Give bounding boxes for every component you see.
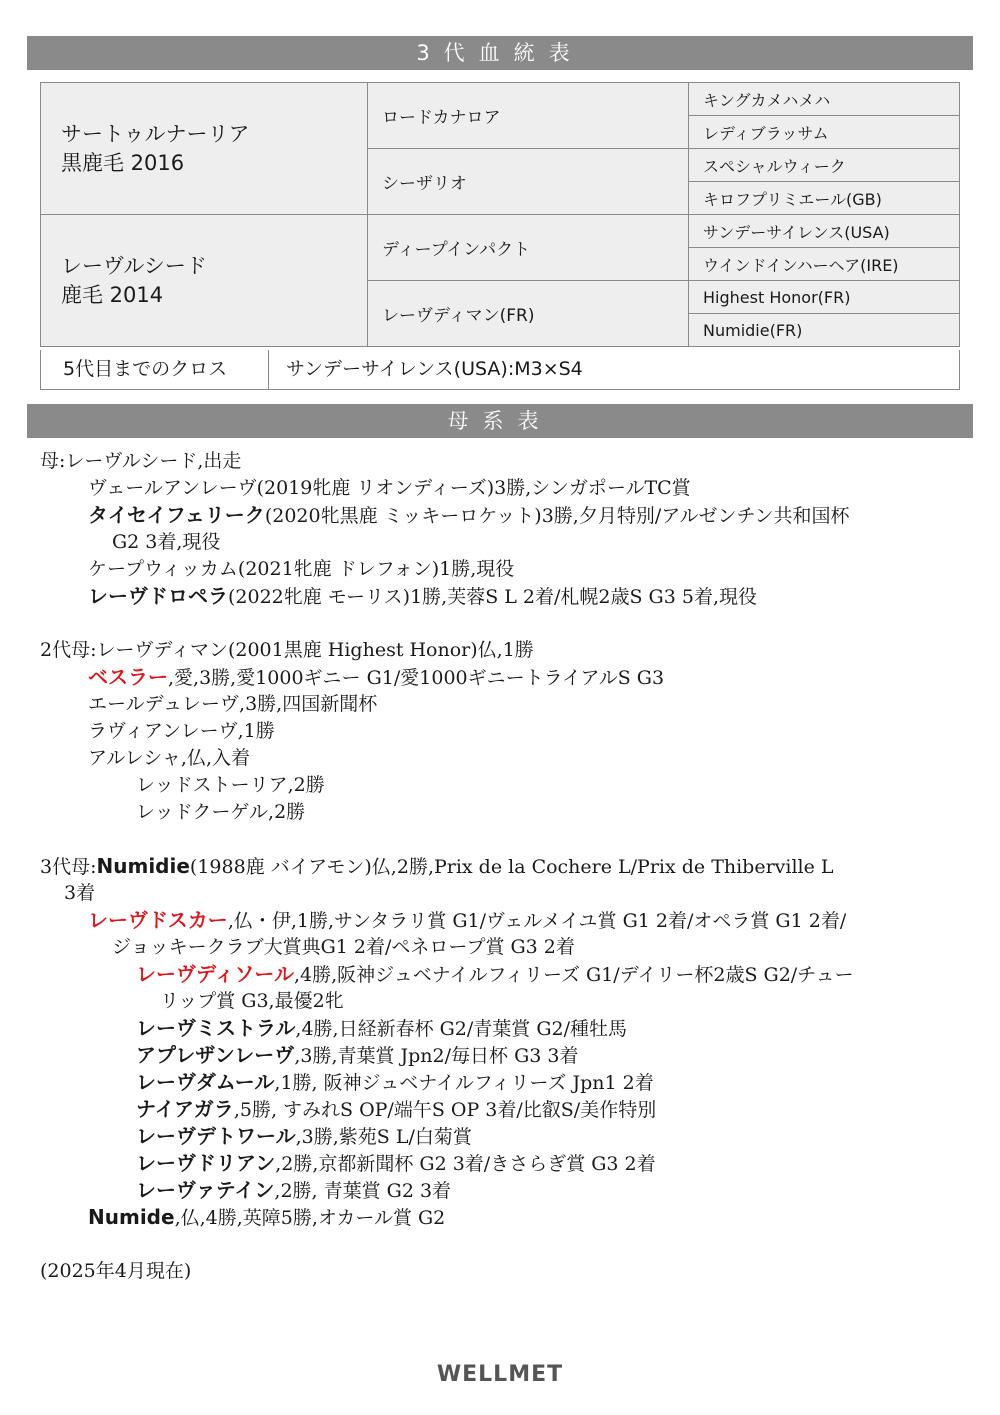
third-dam-line-cont: 3着 bbox=[64, 882, 96, 904]
offspring-line: ラヴィアンレーヴ,1勝 bbox=[88, 720, 275, 742]
horse-record: ,3勝,青葉賞 Jpn2/毎日杯 G3 3着 bbox=[294, 1045, 579, 1067]
sire-detail: 黒鹿毛 2016 bbox=[61, 150, 185, 175]
horse-name: レーヴドリアン bbox=[136, 1151, 276, 1175]
grand-offspring-line bbox=[136, 1015, 627, 1042]
grand-offspring-line bbox=[136, 1042, 578, 1069]
horse-name: レーヴァテイン bbox=[136, 1178, 275, 1202]
horse-record: ,4勝,日経新春杯 G2/青葉賞 G2/種牡馬 bbox=[295, 1018, 627, 1040]
horse-name: ベスラー bbox=[88, 665, 168, 689]
dam-dam: レーヴディマン(FR) bbox=[368, 281, 689, 347]
horse-name: レーヴドスカー bbox=[88, 908, 228, 932]
offspring-line bbox=[88, 1204, 445, 1231]
wellmet-logo: WELLMET bbox=[436, 1362, 564, 1387]
grand-offspring-line bbox=[136, 961, 854, 988]
dam-line: 母:レーヴルシード,出走 bbox=[40, 450, 242, 472]
sire-name: サートゥルナーリア bbox=[61, 121, 250, 146]
female-family-header: 母系表 bbox=[27, 404, 973, 438]
horse-name: レーヴダムール bbox=[136, 1070, 275, 1094]
grand-offspring-line: レッドストーリア,2勝 bbox=[136, 774, 325, 796]
sire-sire-dam: レディブラッサム bbox=[689, 116, 960, 149]
horse-record: ,1勝, 阪神ジュベナイルフィリーズ Jpn1 2着 bbox=[274, 1072, 654, 1094]
offspring-line bbox=[88, 907, 846, 934]
horse-name: タイセイフェリーク bbox=[88, 503, 265, 527]
offspring-line bbox=[88, 664, 664, 691]
horse-record: ,2勝, 青葉賞 G2 3着 bbox=[274, 1180, 452, 1202]
horse-name: レーヴデトワール bbox=[136, 1124, 296, 1148]
horse-record: ,5勝, すみれS OP/端午S OP 3着/比叡S/美作特別 bbox=[233, 1099, 657, 1121]
offspring-line: アルレシャ,仏,入着 bbox=[88, 747, 250, 769]
dam-sire: ディープインパクト bbox=[368, 215, 689, 281]
sire-dam-sire: スペシャルウィーク bbox=[689, 149, 960, 182]
cross-label: 5代目までのクロス bbox=[41, 350, 269, 389]
horse-name: レーヴドロペラ bbox=[88, 584, 228, 608]
dam-detail: 鹿毛 2014 bbox=[61, 282, 164, 307]
horse-record: ,4勝,阪神ジュベナイルフィリーズ G1/デイリー杯2歳S G2/チュー bbox=[294, 964, 854, 986]
offspring-line: ケープウィッカム(2021牝鹿 ドレフォン)1勝,現役 bbox=[88, 558, 515, 580]
horse-name: ナイアガラ bbox=[136, 1097, 234, 1121]
grand-offspring-line bbox=[136, 1150, 656, 1177]
dam-sire-dam: ウインドインハーヘア(IRE) bbox=[689, 248, 960, 281]
offspring-line-cont: G2 3着,現役 bbox=[112, 531, 221, 553]
grand-offspring-line bbox=[136, 1096, 656, 1123]
sire-sire-sire: キングカメハメハ bbox=[689, 83, 960, 116]
horse-record: (1988鹿 バイアモン)仏,2勝,Prix de la Cochere L/Prix de Thiberville L bbox=[189, 856, 834, 878]
offspring-line bbox=[88, 583, 757, 610]
grand-offspring-line-cont: リップ賞 G3,最優2牝 bbox=[160, 990, 344, 1012]
grand-offspring-line bbox=[136, 1177, 451, 1204]
second-dam-line: 2代母:レーヴディマン(2001黒鹿 Highest Honor)仏,1勝 bbox=[40, 639, 534, 661]
pedigree-table bbox=[40, 82, 960, 347]
dam-name: レーヴルシード bbox=[61, 253, 207, 278]
sire-cell bbox=[41, 83, 368, 215]
horse-record: ,3勝,紫苑S L/白菊賞 bbox=[295, 1126, 472, 1148]
sire-dam-dam: キロフプリミエール(GB) bbox=[689, 182, 960, 215]
horse-record: ,仏,4勝,英障5勝,オカール賞 G2 bbox=[174, 1207, 446, 1229]
third-dam-line bbox=[40, 853, 834, 880]
inbreeding-cross-row bbox=[40, 350, 960, 390]
grand-offspring-line bbox=[136, 1123, 472, 1150]
horse-record: ,2勝,京都新聞杯 G2 3着/きさらぎ賞 G3 2着 bbox=[275, 1153, 656, 1175]
dam-dam-sire: Highest Honor(FR) bbox=[689, 281, 960, 314]
grand-offspring-line bbox=[136, 1069, 654, 1096]
offspring-line bbox=[88, 502, 850, 529]
horse-record: ,愛,3勝,愛1000ギニー G1/愛1000ギニートライアルS G3 bbox=[168, 667, 665, 689]
horse-record: (2022牝鹿 モーリス)1勝,芙蓉S L 2着/札幌2歳S G3 5着,現役 bbox=[228, 586, 757, 608]
sire-sire: ロードカナロア bbox=[368, 83, 689, 149]
dam-cell bbox=[41, 215, 368, 347]
offspring-line: ヴェールアンレーヴ(2019牝鹿 リオンディーズ)3勝,シンガポールTC賞 bbox=[88, 477, 691, 499]
horse-name: Numide bbox=[88, 1205, 175, 1229]
horse-name: レーヴミストラル bbox=[136, 1016, 296, 1040]
cross-value: サンデーサイレンス(USA):M3×S4 bbox=[286, 358, 583, 380]
offspring-line: エールデュレーヴ,3勝,四国新聞杯 bbox=[88, 693, 378, 715]
grand-offspring-line: レッドクーゲル,2勝 bbox=[136, 801, 306, 823]
horse-record: (2020牝黒鹿 ミッキーロケット)3勝,夕月特別/アルゼンチン共和国杯 bbox=[264, 505, 850, 527]
offspring-line-cont: ジョッキークラブ大賞典G1 2着/ペネロープ賞 G3 2着 bbox=[112, 936, 575, 958]
label-prefix: 3代母: bbox=[40, 856, 97, 878]
horse-name: Numidie bbox=[96, 854, 190, 878]
horse-record: ,仏・伊,1勝,サンタラリ賞 G1/ヴェルメイユ賞 G1 2着/オペラ賞 G1 2着/ bbox=[227, 910, 847, 932]
as-of-date: (2025年4月現在) bbox=[40, 1260, 192, 1282]
horse-name: アプレザンレーヴ bbox=[136, 1043, 295, 1067]
dam-sire-sire: サンデーサイレンス(USA) bbox=[689, 215, 960, 248]
pedigree-header: 3代血統表 bbox=[27, 36, 973, 70]
horse-name: レーヴディソール bbox=[136, 962, 294, 986]
sire-dam: シーザリオ bbox=[368, 149, 689, 215]
dam-dam-dam: Numidie(FR) bbox=[689, 314, 960, 347]
